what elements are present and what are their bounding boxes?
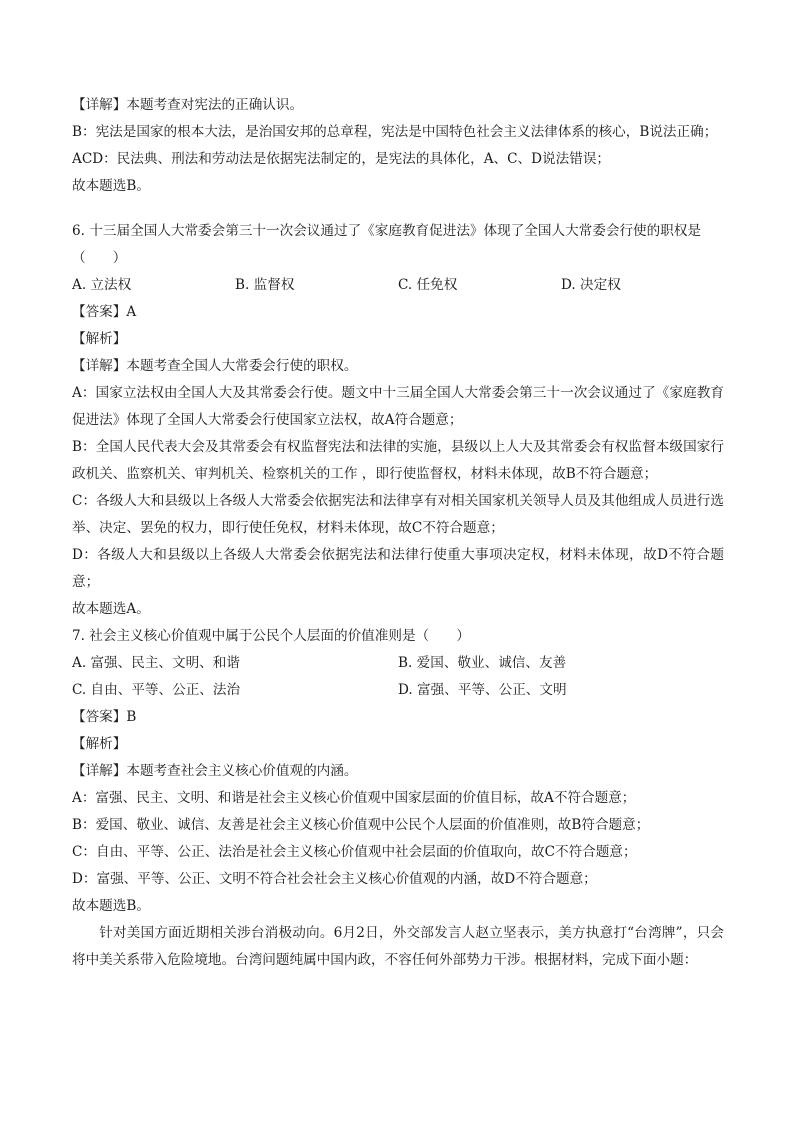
q6-option-a: A. 立法权 <box>72 277 132 293</box>
q7-option-a: A. 富强、民主、文明、和谐 <box>72 655 240 671</box>
q7-explanation-d: D：富强、平等、公正、文明不符合社会社会主义核心价值观的内涵，故D不符合题意； <box>72 871 597 887</box>
q7-explanation-c: C：自由、平等、公正、法治是社会主义核心价值观中社会层面的价值取向，故C不符合题意； <box>72 844 637 860</box>
q7-explanation-a: A：富强、民主、文明、和谐是社会主义核心价值观中国家层面的价值目标，故A不符合题意； <box>72 790 636 806</box>
q6-options <box>72 272 724 299</box>
q6-option-c: C. 任免权 <box>398 277 458 293</box>
q5-detail: 【详解】本题考查对宪法的正确认识。 <box>72 97 304 113</box>
material-paragraph: 针对美国方面近期相关涉台消极动向。6月2日，外交部发言人赵立坚表示，美方执意打“台湾牌”，只会将中美关系带入危险境地。台湾问题纯属中国内政，不容任何外部势力干涉。根据材料，完成下面小题： <box>72 925 724 968</box>
q6-explanation-d: D：各级人大和县级以上各级人大常委会依据宪法和法律行使重大事项决定权，材料未体现，故D不符合题意； <box>72 547 724 590</box>
q6-option-d: D. 决定权 <box>561 277 621 293</box>
q6-explanation-c: C：各级人大和县级以上各级人大常委会依据宪法和法律享有对相关国家机关领导人员及其他组成人员进行选举、决定、罢免的权力，即行使任免权，材料未体现，故C不符合题意； <box>72 493 724 536</box>
q6-stem: 6. 十三届全国人大常委会第三十一次会议通过了《家庭教育促进法》体现了全国人大常委会行使的职权是 <box>72 223 702 239</box>
q7-stem: 7. 社会主义核心价值观中属于公民个人层面的价值准则是（ ） <box>72 628 470 644</box>
q5-conclusion: 故本题选B。 <box>72 178 150 194</box>
document-page <box>72 92 724 974</box>
q6-stem-blank: （ ） <box>72 250 127 266</box>
q6-analysis: 【解析】 <box>72 331 127 347</box>
q6-answer: 【答案】A <box>72 304 137 320</box>
q7-options-row2 <box>72 677 724 704</box>
q7-explanation-b: B：爱国、敬业、诚信、友善是社会主义核心价值观中公民个人层面的价值准则，故B符合题意； <box>72 817 650 833</box>
q7-answer: 【答案】B <box>72 709 137 725</box>
q6-option-b: B. 监督权 <box>235 277 295 293</box>
q6-conclusion: 故本题选A。 <box>72 601 150 617</box>
q6-explanation-a: A：国家立法权由全国人大及其常委会行使。题文中十三届全国人大常委会第三十一次会议通过了《家庭教育促进法》体现了全国人大常委会行使国家立法权，故A符合题意； <box>72 385 724 428</box>
spacer <box>72 200 724 218</box>
q7-option-c: C. 自由、平等、公正、法治 <box>72 682 241 698</box>
q7-analysis: 【解析】 <box>72 736 127 752</box>
q5-explanation-b: B：宪法是国家的根本大法，是治国安邦的总章程，宪法是中国特色社会主义法律体系的核心，B说法正确； <box>72 124 718 140</box>
q7-detail: 【详解】本题考查社会主义核心价值观的内涵。 <box>72 763 358 779</box>
q7-conclusion: 故本题选B。 <box>72 898 150 914</box>
q6-explanation-b: B：全国人民代表大会及其常委会有权监督宪法和法律的实施，县级以上人大及其常委会有权监督本级国家行政机关、监察机关、审判机关、检察机关的工作 ，即行使监督权，材料未体现，故B不符合题意； <box>72 439 724 482</box>
q6-detail: 【详解】本题考查全国人大常委会行使的职权。 <box>72 358 358 374</box>
q7-option-d: D. 富强、平等、公正、文明 <box>398 682 567 698</box>
q5-explanation-acd: ACD：民法典、刑法和劳动法是依据宪法制定的，是宪法的具体化，A、C、D说法错误； <box>72 151 611 167</box>
q7-options-row1 <box>72 650 724 677</box>
q7-option-b: B. 爱国、敬业、诚信、友善 <box>398 655 567 671</box>
